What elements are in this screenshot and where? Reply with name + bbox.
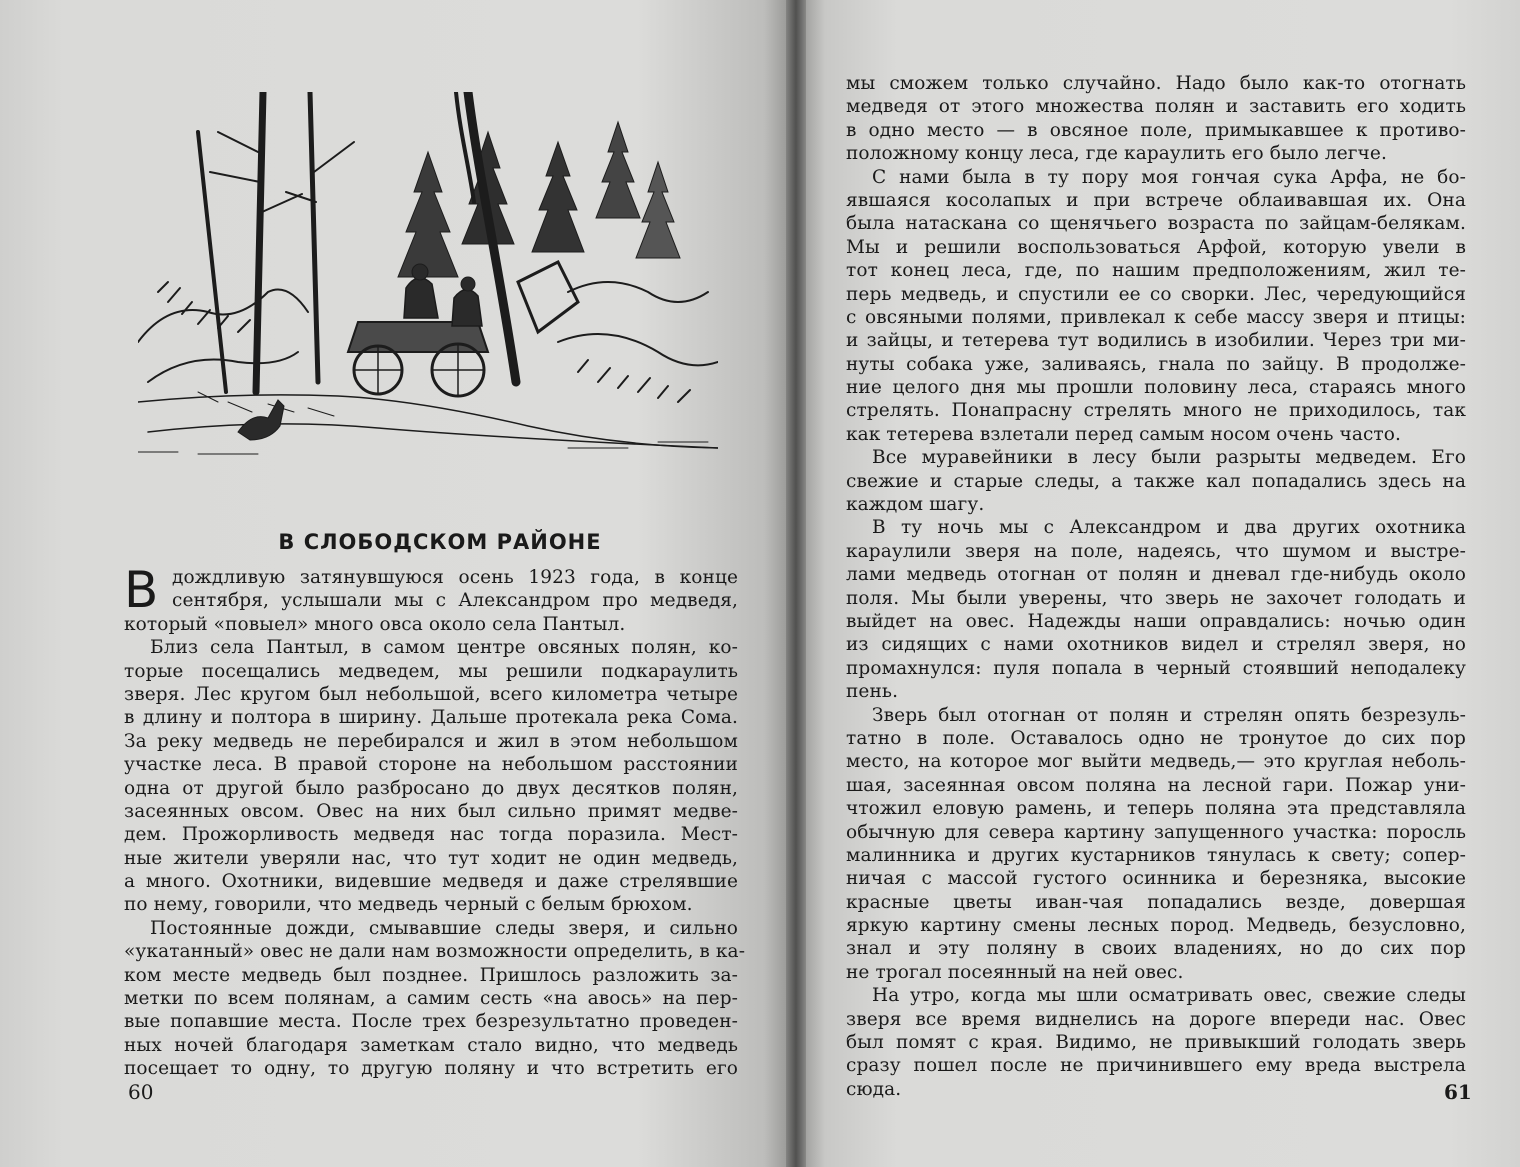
right_page-text-line: сюда. — [846, 1078, 902, 1100]
right_page-text-line: пень. — [846, 681, 899, 703]
left_page-text-line: в длину и полтора в ширину. Дальше протекала река Сома. — [124, 707, 738, 729]
right_page-text-line: яркую картину смены лесных пород. Медведь, безусловно, — [846, 915, 1466, 937]
right_page-text-line: как тетерева взлетали перед самым носом очень часто. — [846, 423, 1401, 445]
right_page-text-line: был помят с края. Видимо, не привыкший голодать зверь — [846, 1032, 1466, 1054]
left_page-text-line: ные жители уверяли нас, что тут ходит не один медведь, — [124, 847, 738, 869]
right_page-text-line: красные цветы иван-чая попадались везде, довершая — [846, 891, 1466, 913]
right_page-text-line: малинника и других кустарников тянулась к свету; сопер- — [846, 844, 1466, 866]
left_page-text-line: ных ночей благодаря заметкам стало видно, что медведь — [124, 1034, 738, 1056]
left_page-text-line: засеянных овсом. Овес на них был сильно примят медве- — [124, 800, 738, 822]
right_page-text-line: татно в поле. Оставалось одно не тронутое до сих пор — [846, 727, 1466, 749]
right_page-text-line: нуты собака уже, заливаясь, гнала по зайцу. В продолже- — [846, 353, 1466, 375]
right_page-text-line: Все муравейники в лесу были разрыты медведем. Его — [872, 447, 1466, 469]
right_page-text-line: С нами была в ту пору моя гончая сука Арфа, не бо- — [872, 166, 1466, 188]
left_page-text-line: дождливую затянувшуюся осень 1923 года, в конце — [172, 567, 738, 588]
right_page-text-line: не трогал посеянный на ней овес. — [846, 961, 1184, 983]
right_page-text-line: место, на которое мог выйти медведь,— это круглая неболь- — [846, 751, 1466, 773]
right_page-text-line: На утро, когда мы шли осматривать овес, свежие следы — [872, 985, 1466, 1007]
book-gutter-shadow — [786, 0, 806, 1167]
right_page-text-line: ничая с массой густого осинника и березняка, высокие — [846, 868, 1466, 890]
left_page-text-line: сентября, услышали мы с Александром про медведя, — [172, 590, 738, 612]
left_page-text-line: «укатанный» овес не дали нам возможности определить, в ка- — [124, 941, 746, 963]
left_page-text-line: посещает то одну, то другую поляну и что встретить его — [124, 1058, 738, 1080]
right_page-text-line: В ту ночь мы с Александром и два других охотника — [872, 517, 1466, 539]
right_page-text-line: Мы и решили воспользоваться Арфой, которую увели в — [846, 236, 1466, 258]
left_page-text-line: Постоянные дожди, смывавшие следы зверя, и сильно — [150, 917, 738, 939]
right_page-text-line: караулили зверя на поле, надеясь, что шумом и выстре- — [846, 540, 1466, 562]
right_page-text-line: каждом шагу. — [846, 494, 985, 516]
left_page-text-line: участке леса. В правой стороне на небольшом расстоянии — [124, 754, 738, 776]
left_page-text-line: по нему, говорили, что медведь черный с белым брюхом. — [124, 894, 693, 916]
right_page-text-line: медведя от этого множества полян и заставить его ходить — [846, 96, 1466, 118]
left_page-text-line: дем. Прожорливость медведя нас тогда поразила. Мест- — [124, 824, 738, 846]
left_page-text-line: а много. Охотники, видевшие медведя и даже стрелявшие — [124, 871, 738, 893]
right_page-text-line: знал и эту поляну в своих владениях, но до сих пор — [846, 938, 1466, 960]
right_page-text-line: сразу пошел после не причинившего ему вреда выстрела — [846, 1055, 1466, 1077]
left_page-text-line: Близ села Пантыл, в самом центре овсяных полян, ко- — [150, 637, 738, 659]
right-page — [796, 0, 1520, 1167]
chapter-heading: В СЛОБОДСКОМ РАЙОНЕ — [278, 530, 602, 554]
right_page-text-line: зверя все время виднелись на дороге впереди нас. Овес — [846, 1008, 1466, 1030]
left-page-body-text — [124, 561, 746, 1081]
page-number-right: 61 — [1444, 1080, 1472, 1104]
left_page-text-line: метки по всем полянам, а самим сесть «на авось» на пер- — [124, 988, 738, 1010]
right_page-text-line: стрелять. Понапрасну стрелять много не приходилось, так — [846, 400, 1466, 422]
right_page-text-line: явшаяся косолапых и при встрече облаивавшая их. Она — [846, 189, 1466, 211]
right_page-text-line: тот конец леса, где, по нашим предположениям, жил те- — [846, 260, 1466, 282]
right_page-text-line: лами медведь отогнан от полян и дневал где-нибудь около — [846, 564, 1466, 586]
right_page-text-line: из сидящих с нами охотников видел и стрелял зверя, но — [846, 634, 1466, 656]
left_page-text-line: зверя. Лес кругом был небольшой, всего километра четыре — [124, 683, 738, 705]
page-number-left: 60 — [128, 1080, 154, 1104]
right_page-text-line: поля. Мы были уверены, что зверь не захочет голодать и — [846, 587, 1466, 609]
right_page-text-line: Зверь был отогнан от полян и стрелян опять безрезуль- — [872, 704, 1466, 726]
left_page-text-line: ком месте медведь был позднее. Пришлось разложить за- — [124, 964, 738, 986]
right_page-text-line: выйдет на овес. Надежды наши оправдались: ночью один — [846, 610, 1466, 632]
right_page-text-line: обычную для севера картину запущенного участка: поросль — [846, 821, 1466, 843]
right_page-text-line: перь медведь, и спустили ее со сворки. Лес, чередующийся — [846, 283, 1466, 305]
forest-cart-illustration — [138, 92, 718, 462]
right_page-text-line: ние целого дня мы прошли половину леса, стараясь много — [846, 377, 1466, 399]
left_page-text-line: одна от другой было разбросано до двух десятков полян, — [124, 777, 738, 799]
left_page-text-line: торые посещались медведем, мы решили подкараулить — [124, 660, 738, 682]
right_page-text-line: мы сможем только случайно. Надо было как-то отогнать — [846, 73, 1466, 94]
right_page-text-line: с овсяными полями, привлекал к себе массу зверя и птицы: — [846, 306, 1466, 328]
right_page-text-line: чтожил еловую рамень, и теперь поляна эта представляла — [846, 798, 1466, 820]
right_page-text-line: шая, засеянная овсом поляна на лесной гари. Пожар уни- — [846, 774, 1466, 796]
left_page-text-line: вые попавшие места. После трех безрезультатно проведен- — [124, 1011, 738, 1033]
right_page-text-line: в одно место — в овсяное поле, примыкавшее к противо- — [846, 119, 1466, 141]
right_page-text-line: была натаскана со щенячьего возраста по зайцам-белякам. — [846, 213, 1466, 235]
right_page-text-line: и зайцы, и тетерева тут водились в изобилии. Через три ми- — [846, 330, 1466, 352]
right_page-text-line: свежие и старые следы, а также кал попадались здесь на — [846, 470, 1466, 492]
drop-cap-letter: В — [124, 561, 159, 619]
right_page-text-line: положному концу леса, где караулить его было легче. — [846, 143, 1387, 165]
left_page-text-line: За реку медведь не перебирался и жил в этом небольшом — [124, 730, 738, 752]
right_page-text-line: промахнулся: пуля попала в черный стоявший неподалеку — [846, 657, 1466, 679]
right-page-body-text — [846, 72, 1466, 1101]
left_page-text-line: который «повыел» много овса около села Пантыл. — [124, 613, 626, 635]
